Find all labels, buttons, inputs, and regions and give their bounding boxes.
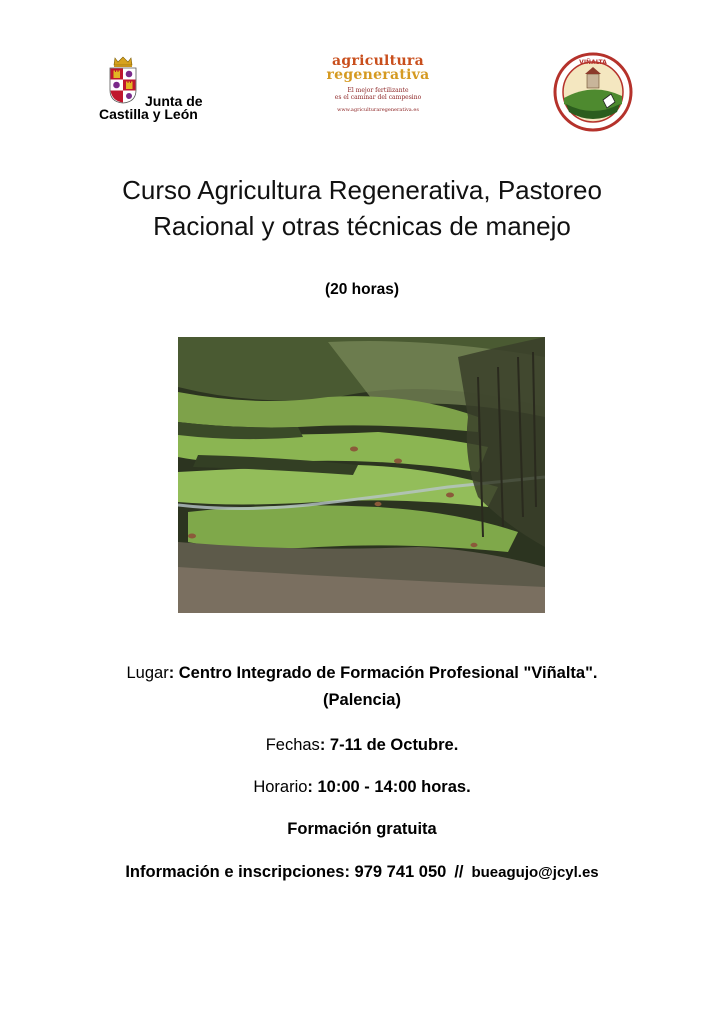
schedule-label: Horario xyxy=(253,778,308,796)
dates-value: : 7-11 de Octubre. xyxy=(319,736,459,754)
course-hours: (20 horas) xyxy=(324,281,400,298)
seal-text: VIÑALTA xyxy=(579,59,607,66)
contact-line xyxy=(40,863,684,882)
junta-castilla-leon-logo xyxy=(96,56,216,126)
free-training-label: Formación gratuita xyxy=(287,820,437,838)
contact-separator: // xyxy=(454,863,464,881)
dates-line xyxy=(40,736,684,755)
castilla-leon-shield-icon xyxy=(106,56,140,104)
location-label: Lugar xyxy=(126,664,169,682)
location-city: (Palencia) xyxy=(323,691,401,709)
location-value: : Centro Integrado de Formación Profesional "Viñalta". xyxy=(168,664,598,682)
agri-logo-url: www.agriculturaregenerativa.es xyxy=(337,107,419,113)
vinalta-seal-icon xyxy=(553,52,633,132)
contact-email-link[interactable]: bueagujo@jcyl.es xyxy=(471,864,599,881)
agri-logo-tagline2: es el caminar del campesino xyxy=(334,94,422,101)
course-title xyxy=(60,172,664,244)
contact-text: Información e inscripciones: 979 741 050 xyxy=(125,863,447,881)
agri-logo-word2: regenerativa xyxy=(326,67,430,83)
schedule-value: : 10:00 - 14:00 horas. xyxy=(307,778,471,796)
agri-logo-word1: agricultura xyxy=(332,53,424,69)
agri-logo-tagline1: El mejor fertilizante xyxy=(347,87,409,94)
junta-text-line2: Castilla y León xyxy=(99,106,198,122)
junta-text-line1: Junta de xyxy=(145,93,203,109)
agricultura-regenerativa-logo xyxy=(318,54,438,120)
location-line xyxy=(40,664,684,683)
course-title-line1: Curso Agricultura Regenerativa, Pastoreo xyxy=(122,175,602,205)
landscape-photo xyxy=(178,337,545,613)
course-title-line2: Racional y otras técnicas de manejo xyxy=(153,211,571,241)
schedule-line xyxy=(40,778,684,797)
dates-label: Fechas xyxy=(265,736,320,754)
